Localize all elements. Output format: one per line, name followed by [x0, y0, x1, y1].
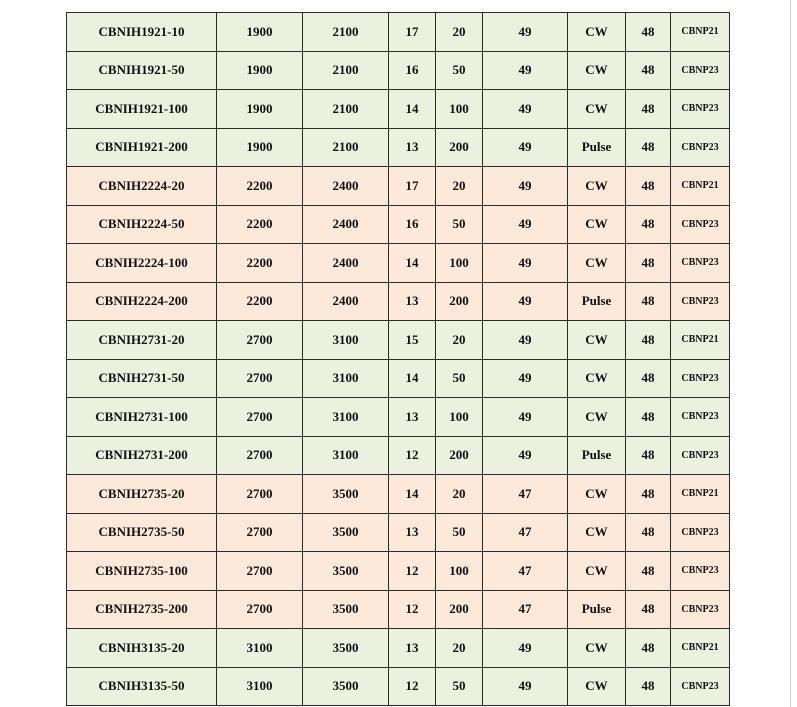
power-cell: 200 [436, 128, 483, 167]
model-number-cell: CBNIH3135-20 [67, 629, 217, 668]
freq-max-cell: 2100 [303, 128, 389, 167]
freq-max-cell: 3500 [303, 629, 389, 668]
mode-cell: Pulse [568, 590, 626, 629]
voltage-cell: 48 [626, 436, 671, 475]
value-cell: 49 [483, 51, 568, 90]
freq-min-cell: 2200 [217, 244, 303, 283]
mode-cell: Pulse [568, 282, 626, 321]
gain-cell: 14 [389, 244, 436, 283]
power-cell: 20 [436, 321, 483, 360]
package-cell: CBNP21 [671, 167, 730, 206]
value-cell: 49 [483, 128, 568, 167]
value-cell: 49 [483, 667, 568, 706]
package-cell: CBNP23 [671, 51, 730, 90]
freq-min-cell: 2700 [217, 513, 303, 552]
package-cell: CBNP23 [671, 398, 730, 437]
package-cell: CBNP23 [671, 205, 730, 244]
freq-min-cell: 2200 [217, 282, 303, 321]
model-number-cell: CBNIH2224-100 [67, 244, 217, 283]
freq-min-cell: 3100 [217, 629, 303, 668]
gain-cell: 16 [389, 205, 436, 244]
gain-cell: 17 [389, 13, 436, 52]
mode-cell: CW [568, 475, 626, 514]
value-cell: 49 [483, 282, 568, 321]
gain-cell: 13 [389, 513, 436, 552]
power-cell: 20 [436, 629, 483, 668]
mode-cell: CW [568, 90, 626, 129]
value-cell: 49 [483, 398, 568, 437]
power-cell: 20 [436, 13, 483, 52]
voltage-cell: 48 [626, 552, 671, 591]
power-cell: 100 [436, 244, 483, 283]
power-cell: 200 [436, 436, 483, 475]
gain-cell: 12 [389, 436, 436, 475]
voltage-cell: 48 [626, 359, 671, 398]
table-row [67, 205, 730, 244]
voltage-cell: 48 [626, 629, 671, 668]
model-number-cell: CBNIH2224-200 [67, 282, 217, 321]
voltage-cell: 48 [626, 13, 671, 52]
freq-max-cell: 3100 [303, 436, 389, 475]
freq-min-cell: 2700 [217, 475, 303, 514]
freq-min-cell: 2700 [217, 436, 303, 475]
product-spec-table [66, 12, 730, 706]
voltage-cell: 48 [626, 205, 671, 244]
freq-max-cell: 3500 [303, 667, 389, 706]
gain-cell: 16 [389, 51, 436, 90]
power-cell: 200 [436, 590, 483, 629]
table-row [67, 436, 730, 475]
voltage-cell: 48 [626, 90, 671, 129]
model-number-cell: CBNIH2731-200 [67, 436, 217, 475]
value-cell: 49 [483, 629, 568, 668]
gain-cell: 14 [389, 475, 436, 514]
page-edge-divider [790, 0, 791, 707]
package-cell: CBNP23 [671, 90, 730, 129]
freq-max-cell: 3100 [303, 321, 389, 360]
gain-cell: 12 [389, 667, 436, 706]
mode-cell: CW [568, 205, 626, 244]
package-cell: CBNP23 [671, 667, 730, 706]
mode-cell: CW [568, 51, 626, 90]
voltage-cell: 48 [626, 128, 671, 167]
model-number-cell: CBNIH2731-20 [67, 321, 217, 360]
value-cell: 47 [483, 552, 568, 591]
power-cell: 50 [436, 359, 483, 398]
freq-max-cell: 3500 [303, 552, 389, 591]
table-row [67, 51, 730, 90]
voltage-cell: 48 [626, 244, 671, 283]
model-number-cell: CBNIH2224-50 [67, 205, 217, 244]
voltage-cell: 48 [626, 590, 671, 629]
value-cell: 49 [483, 13, 568, 52]
model-number-cell: CBNIH2735-100 [67, 552, 217, 591]
table-row [67, 282, 730, 321]
model-number-cell: CBNIH1921-50 [67, 51, 217, 90]
value-cell: 47 [483, 513, 568, 552]
voltage-cell: 48 [626, 667, 671, 706]
table-row [67, 167, 730, 206]
freq-max-cell: 2400 [303, 282, 389, 321]
value-cell: 49 [483, 167, 568, 206]
mode-cell: CW [568, 398, 626, 437]
power-cell: 50 [436, 205, 483, 244]
model-number-cell: CBNIH2735-200 [67, 590, 217, 629]
mode-cell: CW [568, 552, 626, 591]
mode-cell: CW [568, 244, 626, 283]
package-cell: CBNP21 [671, 13, 730, 52]
power-cell: 50 [436, 51, 483, 90]
model-number-cell: CBNIH2224-20 [67, 167, 217, 206]
package-cell: CBNP23 [671, 590, 730, 629]
table-row [67, 321, 730, 360]
power-cell: 100 [436, 90, 483, 129]
freq-max-cell: 3500 [303, 475, 389, 514]
package-cell: CBNP23 [671, 552, 730, 591]
model-number-cell: CBNIH1921-200 [67, 128, 217, 167]
value-cell: 49 [483, 205, 568, 244]
power-cell: 20 [436, 167, 483, 206]
freq-max-cell: 3500 [303, 590, 389, 629]
freq-min-cell: 3100 [217, 667, 303, 706]
mode-cell: CW [568, 667, 626, 706]
package-cell: CBNP21 [671, 475, 730, 514]
table-row [67, 13, 730, 52]
power-cell: 100 [436, 398, 483, 437]
model-number-cell: CBNIH2731-100 [67, 398, 217, 437]
freq-max-cell: 2100 [303, 90, 389, 129]
voltage-cell: 48 [626, 513, 671, 552]
voltage-cell: 48 [626, 51, 671, 90]
package-cell: CBNP23 [671, 282, 730, 321]
mode-cell: CW [568, 167, 626, 206]
table-row [67, 552, 730, 591]
freq-min-cell: 1900 [217, 128, 303, 167]
freq-max-cell: 2400 [303, 167, 389, 206]
gain-cell: 14 [389, 90, 436, 129]
freq-min-cell: 2700 [217, 552, 303, 591]
package-cell: CBNP23 [671, 513, 730, 552]
freq-max-cell: 3100 [303, 359, 389, 398]
freq-min-cell: 2200 [217, 167, 303, 206]
mode-cell: Pulse [568, 128, 626, 167]
package-cell: CBNP23 [671, 436, 730, 475]
table-row [67, 590, 730, 629]
gain-cell: 12 [389, 552, 436, 591]
package-cell: CBNP23 [671, 128, 730, 167]
gain-cell: 13 [389, 128, 436, 167]
table-row [67, 475, 730, 514]
freq-min-cell: 1900 [217, 90, 303, 129]
freq-min-cell: 1900 [217, 13, 303, 52]
mode-cell: CW [568, 513, 626, 552]
table-row [67, 359, 730, 398]
gain-cell: 14 [389, 359, 436, 398]
model-number-cell: CBNIH3135-50 [67, 667, 217, 706]
package-cell: CBNP21 [671, 629, 730, 668]
freq-max-cell: 3100 [303, 398, 389, 437]
voltage-cell: 48 [626, 167, 671, 206]
table-row [67, 667, 730, 706]
model-number-cell: CBNIH1921-100 [67, 90, 217, 129]
value-cell: 49 [483, 436, 568, 475]
model-number-cell: CBNIH1921-10 [67, 13, 217, 52]
mode-cell: CW [568, 629, 626, 668]
power-cell: 50 [436, 513, 483, 552]
table-body [67, 13, 730, 706]
value-cell: 47 [483, 590, 568, 629]
value-cell: 47 [483, 475, 568, 514]
freq-min-cell: 1900 [217, 51, 303, 90]
freq-max-cell: 3500 [303, 513, 389, 552]
freq-min-cell: 2700 [217, 590, 303, 629]
freq-min-cell: 2700 [217, 359, 303, 398]
value-cell: 49 [483, 90, 568, 129]
freq-min-cell: 2200 [217, 205, 303, 244]
voltage-cell: 48 [626, 398, 671, 437]
gain-cell: 13 [389, 282, 436, 321]
gain-cell: 15 [389, 321, 436, 360]
value-cell: 49 [483, 244, 568, 283]
power-cell: 200 [436, 282, 483, 321]
power-cell: 100 [436, 552, 483, 591]
gain-cell: 12 [389, 590, 436, 629]
model-number-cell: CBNIH2731-50 [67, 359, 217, 398]
table-row [67, 244, 730, 283]
table-row [67, 513, 730, 552]
freq-max-cell: 2100 [303, 13, 389, 52]
mode-cell: Pulse [568, 436, 626, 475]
freq-max-cell: 2100 [303, 51, 389, 90]
table-row [67, 90, 730, 129]
freq-min-cell: 2700 [217, 398, 303, 437]
mode-cell: CW [568, 321, 626, 360]
package-cell: CBNP21 [671, 321, 730, 360]
model-number-cell: CBNIH2735-20 [67, 475, 217, 514]
table-row [67, 398, 730, 437]
package-cell: CBNP23 [671, 359, 730, 398]
package-cell: CBNP23 [671, 244, 730, 283]
freq-max-cell: 2400 [303, 205, 389, 244]
mode-cell: CW [568, 359, 626, 398]
table-row [67, 629, 730, 668]
mode-cell: CW [568, 13, 626, 52]
table-row [67, 128, 730, 167]
voltage-cell: 48 [626, 282, 671, 321]
freq-max-cell: 2400 [303, 244, 389, 283]
model-number-cell: CBNIH2735-50 [67, 513, 217, 552]
gain-cell: 13 [389, 629, 436, 668]
freq-min-cell: 2700 [217, 321, 303, 360]
gain-cell: 13 [389, 398, 436, 437]
power-cell: 50 [436, 667, 483, 706]
gain-cell: 17 [389, 167, 436, 206]
value-cell: 49 [483, 359, 568, 398]
voltage-cell: 48 [626, 321, 671, 360]
voltage-cell: 48 [626, 475, 671, 514]
value-cell: 49 [483, 321, 568, 360]
power-cell: 20 [436, 475, 483, 514]
